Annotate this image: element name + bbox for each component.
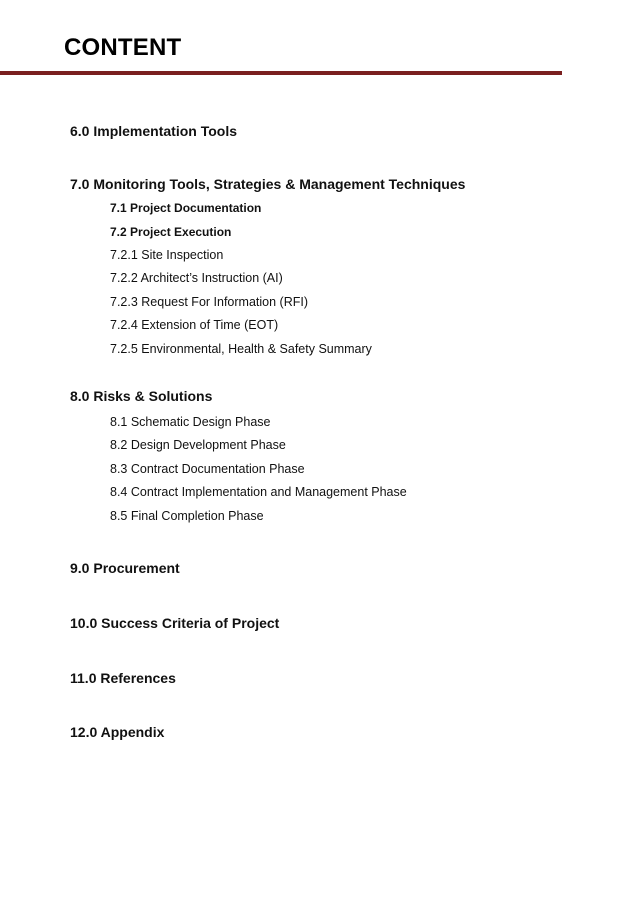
toc-item-7-2-4: 7.2.4 Extension of Time (EOT) — [110, 318, 279, 332]
toc-item-7: 7.0 Monitoring Tools, Strategies & Management Techniques — [70, 176, 466, 192]
toc-item-12: 12.0 Appendix — [70, 724, 165, 740]
toc-item-8-1: 8.1 Schematic Design Phase — [110, 415, 271, 429]
toc-item-6: 6.0 Implementation Tools — [70, 123, 237, 139]
toc-item-7-2-2: 7.2.2 Architect’s Instruction (AI) — [110, 271, 283, 285]
toc-item-7-2-1: 7.2.1 Site Inspection — [110, 248, 224, 262]
page-title: CONTENT — [64, 34, 182, 61]
toc-item-8: 8.0 Risks & Solutions — [70, 388, 213, 404]
toc-item-11: 11.0 References — [70, 670, 176, 686]
toc-item-10: 10.0 Success Criteria of Project — [70, 615, 280, 631]
toc-item-7-2: 7.2 Project Execution — [110, 225, 232, 239]
toc-item-8-2: 8.2 Design Development Phase — [110, 438, 286, 452]
toc-item-8-5: 8.5 Final Completion Phase — [110, 509, 264, 523]
toc-item-9: 9.0 Procurement — [70, 560, 180, 576]
toc-item-7-2-3: 7.2.3 Request For Information (RFI) — [110, 295, 308, 309]
toc-item-8-4: 8.4 Contract Implementation and Management Phase — [110, 485, 407, 499]
toc-item-8-3: 8.3 Contract Documentation Phase — [110, 462, 305, 476]
toc-item-7-2-5: 7.2.5 Environmental, Health & Safety Summary — [110, 342, 372, 356]
toc-item-7-1: 7.1 Project Documentation — [110, 201, 262, 215]
